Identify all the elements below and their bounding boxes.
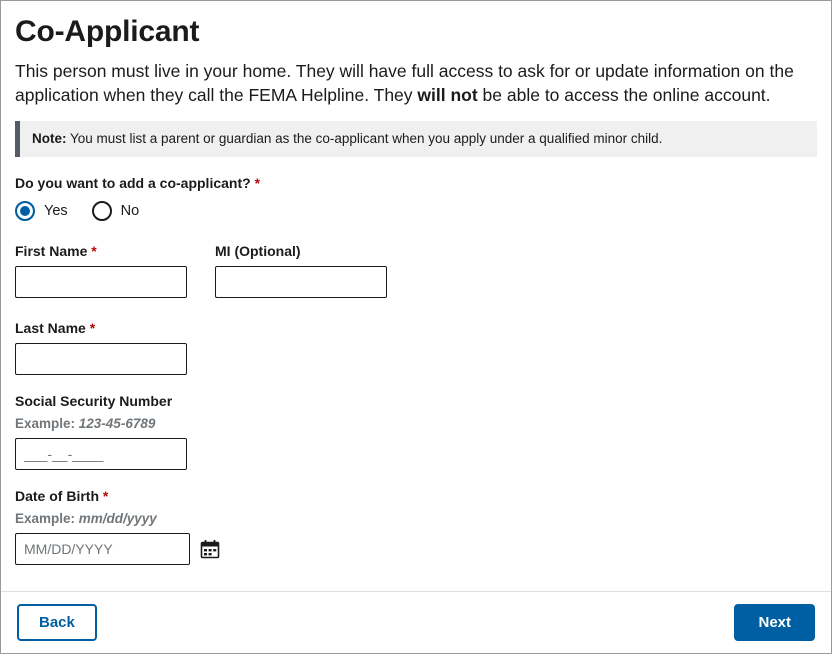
mi-field-block [215,243,387,298]
dob-hint [15,511,817,526]
note-text: You must list a parent or guardian as the co-applicant when you apply under a qualified minor child. [66,131,663,146]
intro-text-part2: be able to access the online account. [477,85,771,105]
form-footer [1,591,831,653]
note-label: Note: [32,131,67,146]
dob-required-marker: * [102,488,109,504]
first-name-input[interactable] [15,266,187,298]
form-content [1,1,831,591]
radio-yes-label: Yes [44,203,68,219]
back-button[interactable]: Back [17,604,97,641]
dob-field-block [15,488,817,565]
last-name-field-block [15,320,817,375]
last-name-label [15,320,817,336]
ssn-label: Social Security Number [15,393,173,409]
radio-no-indicator[interactable] [92,201,112,221]
first-name-required-marker: * [91,243,97,259]
radio-option-yes[interactable] [15,201,68,221]
next-button[interactable]: Next [734,604,815,641]
dob-hint-label: Example: [15,511,76,526]
co-applicant-question-text: Do you want to add a co-applicant? [15,175,251,191]
dob-label-text: Date of Birth [15,488,99,504]
first-name-field-block [15,243,187,298]
ssn-input[interactable] [15,438,187,470]
dob-hint-value: mm/dd/yyyy [75,511,157,526]
required-marker: * [254,175,261,191]
radio-option-no[interactable] [92,201,140,221]
mi-input[interactable] [215,266,387,298]
page-title: Co-Applicant [15,15,200,48]
first-name-label-text: First Name [15,243,88,259]
ssn-hint-value: 123-45-6789 [75,416,156,431]
date-of-birth-input[interactable] [15,533,190,565]
last-name-required-marker: * [89,320,96,336]
intro-text-part1: This person must live in your home. They will have full access to ask for or update information on the application when they call the FEMA Helpline. They [15,61,794,105]
radio-yes-indicator[interactable] [15,201,35,221]
ssn-field-block [15,393,817,470]
intro-text-emphasis: will not [417,85,478,105]
co-applicant-question-label [15,175,817,191]
last-name-label-text: Last Name [15,320,86,336]
ssn-hint [15,416,817,431]
first-name-label [15,243,187,259]
dob-label [15,488,817,504]
ssn-hint-label: Example: [15,416,76,431]
mi-label: MI (Optional) [215,243,301,259]
radio-no-label: No [120,203,140,219]
calendar-icon[interactable] [200,539,220,559]
intro-paragraph [15,59,805,107]
dob-input-row [15,533,817,565]
name-fields-row [15,243,817,316]
note-callout [15,121,817,157]
co-applicant-radio-group [15,201,817,221]
last-name-input[interactable] [15,343,187,375]
